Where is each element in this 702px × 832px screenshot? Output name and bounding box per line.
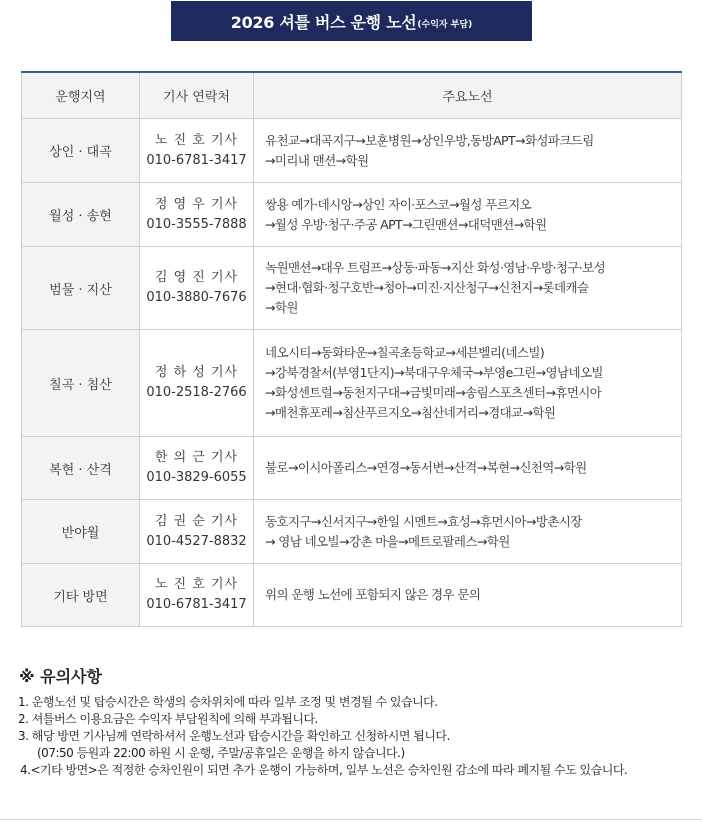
- route-line: →월성 우방·청구·주공 APT→그린맨션→대덕맨션→학원: [265, 216, 547, 232]
- note-item: 3. 해당 방면 기사님께 연락하셔서 운행노선과 탑승시간을 확인하고 신청하시면 됩니다.: [18, 729, 450, 743]
- note-item: 4.<기타 방면>은 적정한 승차인원이 되면 추가 운행이 가능하며, 일부 노선은 승차인원 감소에 따라 폐지될 수도 있습니다.: [20, 763, 628, 777]
- region-cell: 기타 방면: [22, 564, 140, 627]
- region-cell: 월성 · 송현: [22, 183, 140, 247]
- driver-cell: [140, 500, 254, 564]
- route-cell: [254, 437, 682, 500]
- route-line: →매천휴포레→침산푸르지오→침산네거리→경대교→학원: [265, 405, 556, 420]
- route-line: 유천교→대곡지구→보훈병원→상인우방,동방APT→화성파크드림: [265, 132, 594, 148]
- table-row: [22, 564, 682, 627]
- notes-list: [18, 694, 702, 779]
- route-line: 불로→이시아폴리스→연경→동서변→산격→복현→신천역→학원: [265, 460, 587, 475]
- table-row: [22, 500, 682, 564]
- route-table: [21, 71, 682, 627]
- region-cell: 칠곡 · 침산: [22, 330, 140, 437]
- region-cell: 범물 · 지산: [22, 247, 140, 330]
- route-cell: [254, 183, 682, 247]
- note-item-detail: (07:50 등원과 22:00 하원 시 운행, 주말/공휴일은 운행을 하지 않습니다.): [37, 746, 405, 760]
- driver-phone: 010-3555-7888: [146, 216, 247, 232]
- driver-name: 정 하 성 기사: [154, 365, 239, 380]
- region-cell: 상인 · 대곡: [22, 119, 140, 183]
- page-title: 2026 셔틀 버스 운행 노선: [230, 12, 417, 32]
- route-line: 위의 운행 노선에 포함되지 않은 경우 문의: [265, 587, 481, 602]
- route-line: →학원: [265, 300, 298, 315]
- table-header-row: [22, 72, 682, 119]
- header-region: 운행지역: [22, 72, 140, 119]
- route-line: →화성센트럴→동천지구대→금빛미래→송림스포츠센터→휴먼시아: [265, 385, 602, 400]
- route-line: 동호지구→신서지구→한일 시멘트→효성→휴먼시아→방촌시장: [265, 513, 582, 529]
- driver-name: 노 진 호 기사: [154, 132, 239, 148]
- note-item: 1. 운행노선 및 탑승시간은 학생의 승차위치에 따라 일부 조정 및 변경될 수 있습니다.: [18, 695, 438, 709]
- driver-cell: [140, 437, 254, 500]
- driver-cell: [140, 247, 254, 330]
- driver-phone: 010-3880-7676: [146, 290, 247, 305]
- driver-cell: [140, 119, 254, 183]
- page-subtitle: (수익자 부담): [417, 19, 473, 30]
- note-item: 2. 셔틀버스 이용요금은 수익자 부담원칙에 의해 부과됩니다.: [18, 712, 318, 726]
- driver-phone: 010-2518-2766: [146, 385, 247, 400]
- route-line: →강북경찰서(부영1단지)→북대구우체국→부영e그린→영남네오빌: [265, 365, 603, 380]
- route-cell: [254, 330, 682, 437]
- table-row: [22, 183, 682, 247]
- bottom-divider: [0, 819, 702, 820]
- table-row: [22, 330, 682, 437]
- driver-name: 노 진 호 기사: [154, 577, 239, 592]
- driver-cell: [140, 564, 254, 627]
- route-line: 네오시티→동화타운→칠곡초등학교→세븐벨리(네스빌): [265, 345, 545, 360]
- table-row: [22, 119, 682, 183]
- region-cell: 반야월: [22, 500, 140, 564]
- region-cell: 복현 · 산격: [22, 437, 140, 500]
- table-row: [22, 247, 682, 330]
- route-cell: [254, 500, 682, 564]
- driver-name: 김 권 순 기사: [154, 513, 239, 529]
- route-line: →현대·협화·청구호반→청아→미진·지산청구→신천지→롯데캐슬: [265, 280, 589, 295]
- driver-name: 김 영 진 기사: [154, 270, 239, 285]
- driver-cell: [140, 330, 254, 437]
- route-line: 쌍용 예가·데시앙→상인 자이·포스코→월성 푸르지오: [265, 196, 532, 212]
- route-line: 녹원맨션→대우 트럼프→상동·파동→지산 화성·영남·우방·청구·보성: [265, 260, 606, 275]
- route-cell: [254, 119, 682, 183]
- route-line: →미리내 맨션→학원: [265, 152, 369, 168]
- header-main-route: 주요노선: [254, 72, 682, 119]
- route-line: → 영남 네오빌→강촌 마을→메트로팔레스→학원: [265, 533, 510, 549]
- driver-phone: 010-4527-8832: [146, 533, 247, 549]
- driver-phone: 010-3829-6055: [146, 470, 247, 485]
- page-title-banner: [171, 1, 532, 41]
- driver-name: 한 의 근 기사: [154, 450, 239, 465]
- header-driver-contact: 기사 연락처: [140, 72, 254, 119]
- driver-name: 정 영 우 기사: [154, 196, 239, 212]
- notes-heading: ※ 유의사항: [19, 667, 102, 686]
- driver-cell: [140, 183, 254, 247]
- driver-phone: 010-6781-3417: [146, 152, 247, 168]
- driver-phone: 010-6781-3417: [146, 597, 247, 612]
- route-cell: [254, 247, 682, 330]
- route-cell: [254, 564, 682, 627]
- table-row: [22, 437, 682, 500]
